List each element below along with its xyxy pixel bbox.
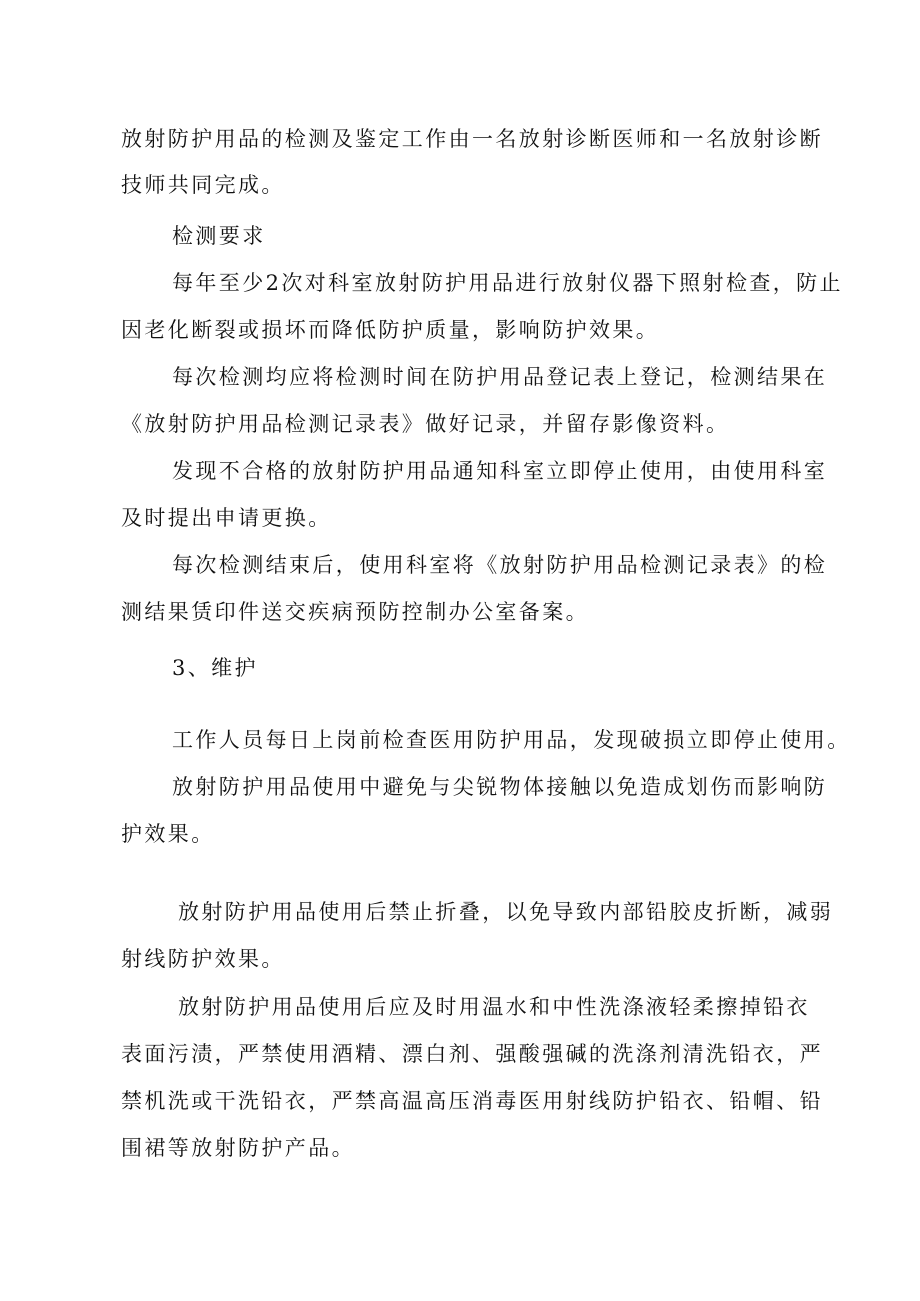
paragraph-line: 射线防护效果。	[121, 947, 285, 971]
paragraph-line: 围裙等放射防护产品。	[121, 1136, 355, 1160]
section-heading: 3、维护	[172, 656, 258, 680]
section-heading: 检测要求	[172, 224, 266, 248]
paragraph-line: 及时提出申请更换。	[121, 506, 332, 530]
paragraph-line: 放射防护用品使用后应及时用温水和中性洗涤液轻柔擦掉铅衣	[178, 995, 810, 1019]
paragraph-line: 发现不合格的放射防护用品通知科室立即停止使用，由使用科室	[172, 459, 828, 483]
paragraph-line: 放射防护用品的检测及鉴定工作由一名放射诊断医师和一名放射诊断	[121, 127, 823, 151]
paragraph-line: 放射防护用品使用后禁止折叠，以免导致内部铅胶皮折断，减弱	[178, 900, 834, 924]
paragraph-line: 每次检测结束后，使用科室将《放射防护用品检测记录表》的检	[172, 553, 828, 577]
paragraph-line: 护效果。	[121, 822, 215, 846]
paragraph-line: 《放射防护用品检测记录表》做好记录，并留存影像资料。	[121, 412, 730, 436]
paragraph-line: 每年至少2次对科室放射防护用品进行放射仪器下照射检查，防止	[172, 271, 843, 295]
paragraph-line: 表面污渍，严禁使用酒精、漂白剂、强酸强碱的洗涤剂清洗铅衣，严	[121, 1042, 823, 1066]
paragraph-line: 工作人员每日上岗前检查医用防护用品，发现破损立即停止使用。	[172, 728, 851, 752]
paragraph-line: 技师共同完成。	[121, 173, 285, 197]
paragraph-line: 放射防护用品使用中避免与尖锐物体接触以免造成划伤而影响防	[172, 775, 828, 799]
paragraph-line: 禁机洗或干洗铅衣，严禁高温高压消毒医用射线防护铅衣、铅帽、铅	[121, 1089, 823, 1113]
paragraph-line: 测结果赁印件送交疾病预防控制办公室备案。	[121, 600, 589, 624]
paragraph-line: 每次检测均应将检测时间在防护用品登记表上登记，检测结果在	[172, 365, 828, 389]
paragraph-line: 因老化断裂或损坏而降低防护质量，影响防护效果。	[121, 318, 660, 342]
